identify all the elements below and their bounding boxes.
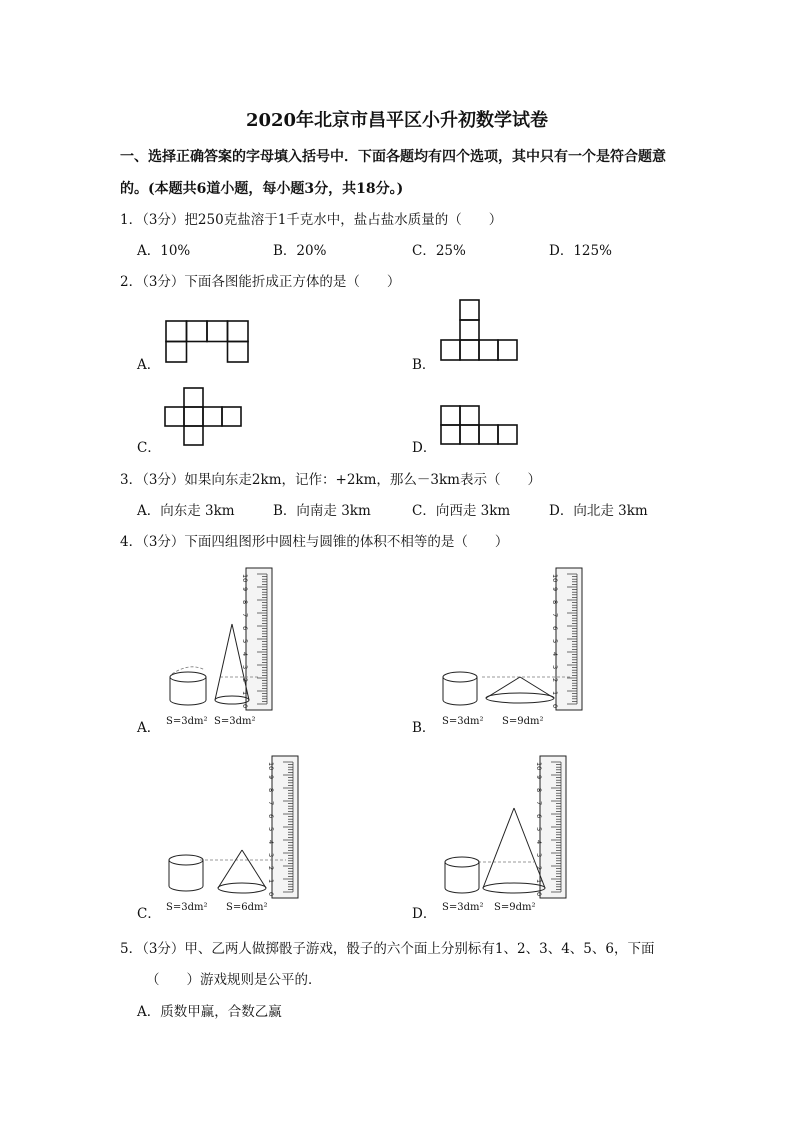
cylinder [170, 672, 206, 705]
ruler-number: 6 [535, 814, 543, 819]
q3-option-c[interactable]: C．向西走 3km [412, 503, 511, 519]
q1-option-b[interactable]: B．20% [273, 243, 327, 259]
question-text: （3分）甲、乙两人做掷骰子游戏，骰子的六个面上分别标有1、2、3、4、5、6，下面 [142, 941, 655, 957]
ruler-number: 10 [241, 574, 249, 583]
q4-figure-b[interactable] [436, 562, 586, 732]
q4-option-d-label[interactable]: D． [412, 906, 437, 922]
ruler-number: 7 [551, 613, 559, 618]
ruler-number: 8 [241, 600, 249, 605]
q1-option-a[interactable]: A．10% [137, 243, 191, 259]
ruler-number: 8 [535, 788, 543, 793]
ruler-number: 0 [267, 892, 275, 897]
ruler-number: 1 [551, 691, 559, 696]
q2-net-d[interactable] [440, 404, 520, 446]
q3-option-b[interactable]: B．向南走 3km [273, 503, 371, 519]
ruler-number: 4 [241, 652, 249, 657]
question-5 [120, 937, 654, 957]
question-2 [120, 270, 400, 290]
q4-figure-a[interactable] [160, 562, 284, 732]
cylinder-area-label: S=3dm² [442, 716, 484, 727]
cylinder-area-label: S=3dm² [166, 902, 208, 913]
ruler-number: 5 [267, 827, 275, 832]
cylinder [445, 857, 479, 893]
q4-figure-c[interactable] [160, 752, 310, 918]
q2-net-a[interactable] [164, 319, 252, 363]
ruler-number: 2 [551, 678, 559, 683]
ruler-number: 0 [535, 892, 543, 897]
question-number: 5． [120, 941, 143, 957]
ruler [535, 756, 566, 898]
ruler-number: 6 [267, 814, 275, 819]
cone-area-label: S=9dm² [502, 716, 544, 727]
ruler [551, 568, 582, 710]
cylinder [443, 672, 477, 705]
question-number: 2． [120, 274, 143, 290]
question-number: 1． [120, 212, 143, 228]
ruler-number: 9 [535, 775, 543, 780]
ruler-number: 5 [241, 639, 249, 644]
question-number: 4． [120, 534, 143, 550]
q4-option-b-label[interactable]: B． [412, 720, 436, 736]
q2-option-a-label[interactable]: A． [137, 357, 161, 373]
ruler-number: 4 [267, 840, 275, 845]
ruler-number: 10 [551, 574, 559, 583]
ruler-number: 2 [241, 678, 249, 683]
q2-option-c-label[interactable]: C． [137, 440, 161, 456]
ruler-number: 7 [241, 613, 249, 618]
ruler-number: 8 [267, 788, 275, 793]
cylinder-area-label: S=3dm² [166, 716, 208, 727]
ruler-number: 9 [241, 587, 249, 592]
q2-net-b[interactable] [440, 298, 520, 362]
ruler-number: 9 [267, 775, 275, 780]
question-5-continued: （ ）游戏规则是公平的． [146, 972, 322, 988]
question-text: （3分）下面四组图形中圆柱与圆锥的体积不相等的是（ ） [142, 534, 509, 550]
q4-option-a-label[interactable]: A． [137, 720, 161, 736]
cylinder-area-label: S=3dm² [442, 902, 484, 913]
q1-option-d[interactable]: D．125% [549, 243, 612, 259]
ruler-number: 3 [535, 853, 543, 858]
q2-net-c[interactable] [164, 386, 244, 444]
question-text: （3分）下面各图能折成正方体的是（ ） [142, 274, 401, 290]
ruler-number: 1 [535, 879, 543, 884]
q4-figure-d[interactable] [436, 752, 586, 918]
ruler-number: 2 [267, 866, 275, 871]
cylinder [169, 855, 203, 891]
ruler-number: 5 [551, 639, 559, 644]
question-text: （3分）如果向东走2km，记作：+2km，那么－3km表示（ ） [142, 472, 541, 488]
ruler-number: 2 [535, 866, 543, 871]
q2-option-d-label[interactable]: D． [412, 440, 437, 456]
ruler-number: 6 [241, 626, 249, 631]
ruler-number: 10 [267, 762, 275, 771]
cone-area-label: S=3dm² [214, 716, 256, 727]
ruler-number: 7 [267, 801, 275, 806]
ruler-number: 1 [267, 879, 275, 884]
question-3 [120, 468, 541, 488]
ruler [267, 756, 298, 898]
q1-option-c[interactable]: C．25% [412, 243, 466, 259]
ruler-number: 6 [551, 626, 559, 631]
cone [218, 850, 266, 893]
question-text: （3分）把250克盐溶于1千克水中，盐占盐水质量的（ ） [142, 212, 503, 228]
ruler-number: 4 [535, 840, 543, 845]
question-1 [120, 208, 502, 228]
cone [486, 677, 554, 703]
section-instruction-line1: 一、选择正确答案的字母填入括号中．下面各题均有四个选项，其中只有一个是符合题意 [120, 149, 666, 165]
ruler-number: 10 [535, 762, 543, 771]
ruler-number: 3 [267, 853, 275, 858]
page-title: 2020年北京市昌平区小升初数学试卷 [245, 110, 549, 131]
cone-area-label: S=6dm² [226, 902, 268, 913]
question-number: 3． [120, 472, 143, 488]
ruler [241, 568, 272, 710]
ruler-number: 5 [535, 827, 543, 832]
question-4 [120, 530, 508, 550]
cone-area-label: S=9dm² [494, 902, 536, 913]
q3-option-a[interactable]: A．向东走 3km [137, 503, 235, 519]
section-instruction-line2: 的。(本题共6道小题，每小题3分，共18分。) [120, 181, 404, 197]
ruler-number: 1 [241, 691, 249, 696]
q4-option-c-label[interactable]: C． [137, 906, 161, 922]
q3-option-d[interactable]: D．向北走 3km [549, 503, 648, 519]
ruler-number: 4 [551, 652, 559, 657]
ruler-number: 0 [551, 704, 559, 709]
ruler-number: 7 [535, 801, 543, 806]
ruler-number: 9 [551, 587, 559, 592]
ruler-number: 8 [551, 600, 559, 605]
q5-option-a[interactable]: A．质数甲赢，合数乙赢 [137, 1004, 282, 1020]
ruler-number: 0 [241, 704, 249, 709]
ruler-number: 3 [551, 665, 559, 670]
q2-option-b-label[interactable]: B． [412, 357, 436, 373]
ruler-number: 3 [241, 665, 249, 670]
